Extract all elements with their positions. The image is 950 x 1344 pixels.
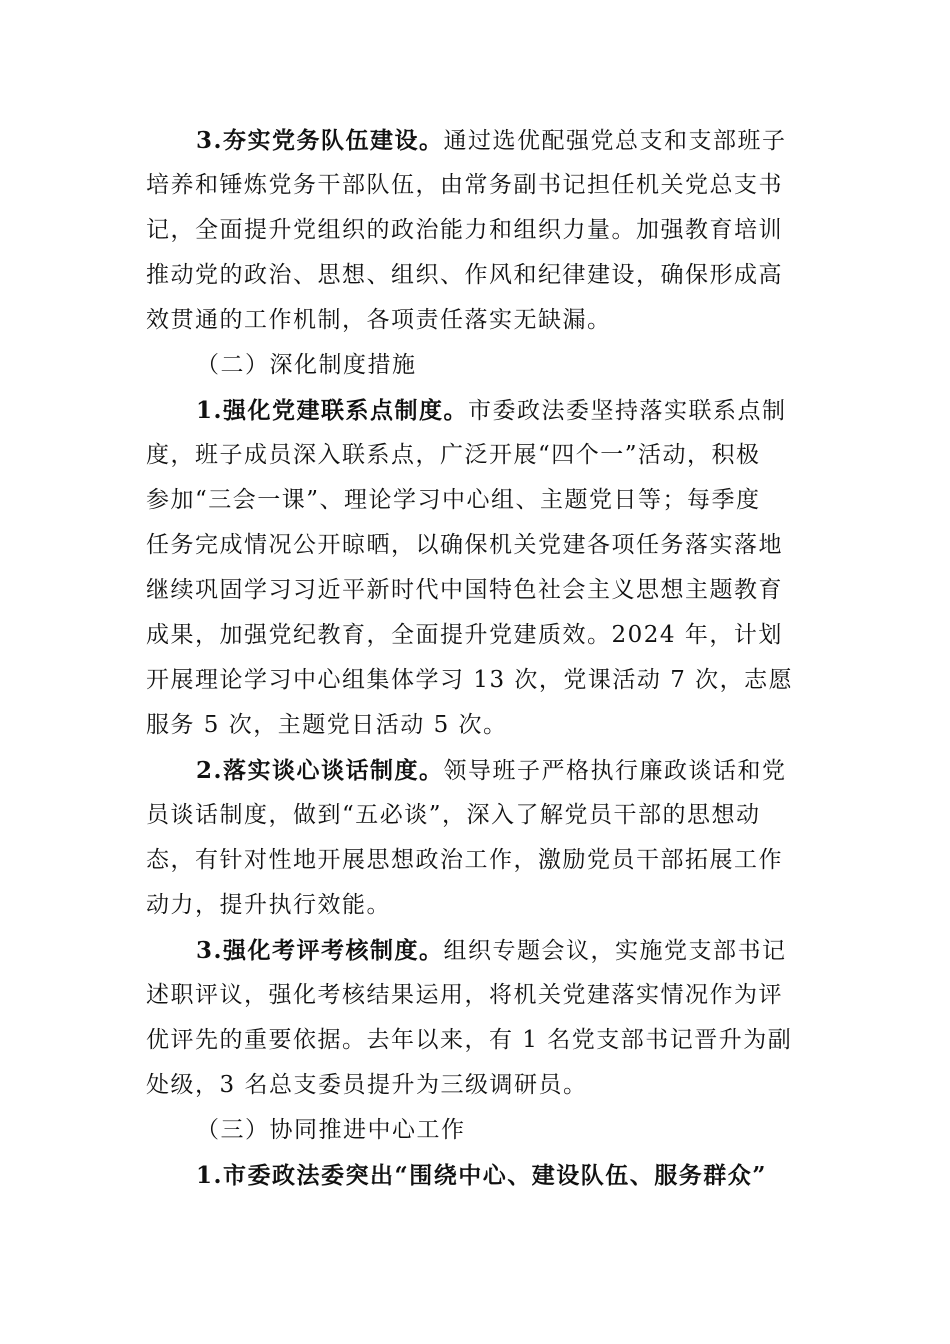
paragraph-1-text: 通过选优配强党总支和支部班子 xyxy=(443,128,787,154)
paragraph-4-line-2: 述职评议，强化考核结果运用，将机关党建落实情况作为评 xyxy=(146,982,783,1008)
section-heading-2: （二）深化制度措施 xyxy=(196,352,417,378)
paragraph-3-text: 领导班子严格执行廉政谈话和党 xyxy=(443,758,787,784)
paragraph-5-heading: 1.市委政法委突出“围绕中心、建设队伍、服务群众” xyxy=(196,1162,767,1189)
paragraph-4-line-1 xyxy=(146,928,806,973)
paragraph-2-text: 市委政法委坚持落实联系点制 xyxy=(468,398,787,424)
paragraph-1-line-5: 效贯通的工作机制，各项责任落实无缺漏。 xyxy=(146,307,612,333)
paragraph-2-line-5: 继续巩固学习习近平新时代中国特色社会主义思想主题教育 xyxy=(146,577,783,603)
paragraph-2-line-1 xyxy=(146,388,806,433)
paragraph-1-line-3: 记，全面提升党组织的政治能力和组织力量。加强教育培训 xyxy=(146,217,783,243)
paragraph-1-line-1 xyxy=(146,118,806,163)
paragraph-2-line-6: 成果，加强党纪教育，全面提升党建质效。2024 年，计划 xyxy=(146,622,783,648)
paragraph-3-line-1 xyxy=(146,748,806,793)
document-body xyxy=(146,118,806,1198)
paragraph-1-line-2: 培养和锤炼党务干部队伍，由常务副书记担任机关党总支书 xyxy=(146,172,783,198)
paragraph-1-line-4: 推动党的政治、思想、组织、作风和纪律建设，确保形成高 xyxy=(146,262,783,288)
paragraph-4-line-3: 优评先的重要依据。去年以来，有 1 名党支部书记晋升为副 xyxy=(146,1027,793,1053)
paragraph-2-line-7: 开展理论学习中心组集体学习 13 次，党课活动 7 次，志愿 xyxy=(146,667,794,693)
paragraph-3-line-4: 动力，提升执行效能。 xyxy=(146,892,391,918)
paragraph-4-line-4: 处级，3 名总支委员提升为三级调研员。 xyxy=(146,1072,588,1098)
paragraph-3-line-2: 员谈话制度，做到“五必谈”，深入了解党员干部的思想动 xyxy=(146,802,761,828)
paragraph-2-line-4: 任务完成情况公开晾晒，以确保机关党建各项任务落实落地 xyxy=(146,532,783,558)
paragraph-4-text: 组织专题会议，实施党支部书记 xyxy=(443,938,787,964)
paragraph-3-heading: 2.落实谈心谈话制度。 xyxy=(196,757,444,784)
paragraph-3-line-3: 态，有针对性地开展思想政治工作，激励党员干部拓展工作 xyxy=(146,847,783,873)
paragraph-1-heading: 3.夯实党务队伍建设。 xyxy=(196,127,444,154)
paragraph-2-heading: 1.强化党建联系点制度。 xyxy=(196,397,469,424)
paragraph-2-line-8: 服务 5 次，主题党日活动 5 次。 xyxy=(146,712,508,738)
paragraph-2-line-3: 参加“三会一课”、理论学习中心组、主题党日等；每季度 xyxy=(146,487,761,513)
section-heading-3: （三）协同推进中心工作 xyxy=(196,1117,466,1143)
paragraph-4-heading: 3.强化考评考核制度。 xyxy=(196,937,444,964)
paragraph-5-line-1 xyxy=(146,1153,806,1198)
paragraph-2-line-2: 度，班子成员深入联系点，广泛开展“四个一”活动，积极 xyxy=(146,442,761,468)
